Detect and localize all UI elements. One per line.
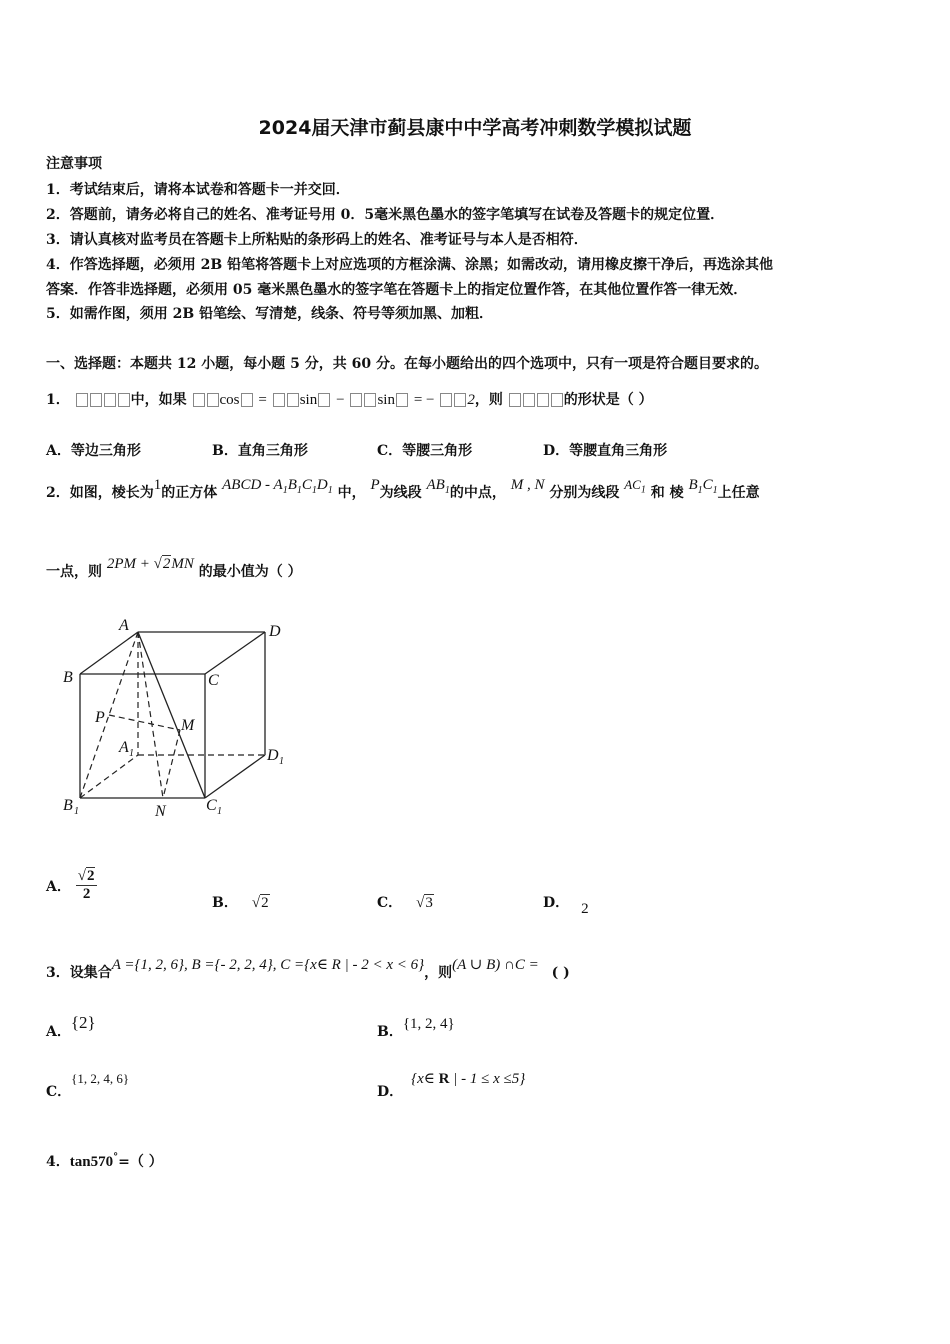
math-sub: 1 [697,485,703,496]
question-text: =（ ） [118,1154,163,1170]
question-text: 的中点， [449,485,506,501]
question-text: 和 棱 [650,485,684,501]
option-d[interactable] [543,892,589,917]
edge-ba [80,632,138,674]
math-part: D [316,477,328,493]
math-fn: cos [219,392,240,408]
option-b[interactable] [212,440,308,460]
math-set: , B ={- 2, 2, 4} [184,957,273,973]
option-label: B． [212,895,238,911]
option-label: A． [46,1024,71,1040]
question-text: ，则 [474,392,503,408]
math-part: R [438,1071,450,1087]
math-expression: (A ∪ B) ∩C = [452,957,539,973]
math-part: AB [426,477,445,493]
math-set: {1, 2, 4} [402,1016,455,1032]
missing-glyph-box [551,393,563,407]
math-sub: 1 [296,485,302,496]
question-number: 1． [46,392,70,408]
math-segment [688,477,718,496]
label-d1: D [267,747,279,764]
question-text: 的形状是（ ） [563,392,653,408]
math-part: 2PM + [106,556,150,572]
question-4 [46,1151,163,1171]
math-set: {2} [70,1013,96,1032]
math-part: B [688,477,698,493]
math-var: P [370,477,380,493]
math-set: , C ={x∈ R | - 2 < x < 6} [272,957,425,973]
label-sub: 1 [279,756,284,767]
edge-b1a1 [80,755,138,798]
missing-glyph-box [396,393,408,407]
math-radicand: 2 [86,868,95,884]
label-m: M [181,717,195,734]
option-text: 等边三角形 [70,443,141,459]
label-b1: B [63,797,73,814]
option-label: A． [46,443,71,459]
question-text: 上任意 [717,485,760,501]
fraction-denominator: 2 [82,886,91,902]
math-number: 1 [153,477,162,493]
option-label: B． [212,443,238,459]
option-c[interactable] [377,440,472,460]
math-set: {1, 2, 4, 6} [71,1071,130,1086]
question-text: 分别为线段 [549,485,620,501]
math-degree: ° [113,1152,119,1163]
math-cube-name [222,477,333,496]
option-a[interactable] [46,440,141,460]
math-part: C [702,477,713,493]
label-p: P [95,709,105,726]
math-var: M , N [510,477,545,493]
math-sqrt: √3 [416,895,433,911]
missing-glyph-box [90,393,102,407]
math-sub: 1 [712,485,718,496]
missing-glyph-box [207,393,219,407]
label-c: C [208,672,219,689]
math-op: = [258,392,267,408]
option-label: D． [543,895,570,911]
missing-glyph-box [454,393,466,407]
option-label: C． [377,895,403,911]
math-part: C [301,477,312,493]
label-a: A [119,617,129,634]
question-text: 中，如果 [130,392,187,408]
segment-pm [109,715,180,730]
question-text: 为线段 [379,485,422,501]
label-sub: 1 [217,806,222,817]
label-a1: A [119,739,129,756]
notice-item: 1．考试结束后，请将本试卷和答题卡一并交回． [46,182,350,198]
option-a[interactable] [46,1013,96,1041]
option-label: A． [46,878,71,895]
math-radicand: 2 [261,895,269,911]
math-segment [426,477,450,496]
notice-item: 2．答题前，请务必将自己的姓名、准考证号用 0．5毫米黑色墨水的签字笔填写在试卷及答题卡的规定位置． [46,207,725,223]
question-text: 中， [337,485,366,501]
missing-glyph-box [523,393,535,407]
section-heading: 一、选择题：本题共 12 小题，每小题 5 分，共 60 分。在每小题给出的四个选项中，只有一项是符合题目要求的。 [46,356,768,372]
math-radicand: 2 [162,556,171,572]
segment-an [138,632,163,798]
math-part: | - 1 ≤ x ≤5} [449,1071,526,1087]
question-1 [46,389,653,409]
label-c1: C [206,797,217,814]
math-part: ABCD - A [222,477,283,493]
math-op: − [336,392,345,408]
segment-mn [163,730,180,798]
math-fn: sin [377,392,395,408]
notice-heading: 注意事项 [46,156,102,172]
option-label: D． [543,443,570,459]
question-number: 4． [46,1154,70,1170]
option-a[interactable] [46,868,97,903]
question-text: 2．如图，棱长为 [46,485,154,501]
missing-glyph-box [241,393,253,407]
option-text: 等腰直角三角形 [569,443,668,459]
fraction-numerator: √2 [76,868,98,886]
edge-c1d1 [205,755,265,798]
math-expression: 2PM + √2MN [106,556,194,572]
option-label: C． [46,1084,72,1100]
math-expression: tan570 [69,1154,114,1170]
label-b: B [63,669,73,686]
math-sub: 1 [327,485,333,496]
option-b[interactable] [212,892,270,912]
math-number: 2 [581,901,589,917]
math-part: MN [171,556,194,572]
missing-glyph-box [118,393,130,407]
edge-cd [205,632,265,674]
math-set [411,1071,525,1087]
missing-glyph-box [350,393,362,407]
math-radicand: 3 [425,895,433,911]
math-segment [624,477,646,496]
fraction [76,868,98,903]
missing-glyph-box [364,393,376,407]
option-c[interactable] [377,892,434,912]
missing-glyph-box [287,393,299,407]
question-text: ，则 [424,965,453,981]
question-text: 的正方体 [161,485,218,501]
notice-item: 3．请认真核对监考员在答题卡上所粘贴的条形码上的姓名、准考证号与本人是否相符． [46,232,588,248]
notice-item: 4．作答选择题，必须用 2B 铅笔将答题卡上对应选项的方框涂满、涂黑；如需改动，请用橡皮擦干净后，再选涂其他 [46,257,774,273]
question-text: 一点，则 [46,564,102,580]
page-title: 2024届天津市蓟县康中中学高考冲刺数学模拟试题 [258,117,692,139]
label-sub: 1 [129,748,134,759]
question-text: ( ) [551,965,570,981]
label-sub: 1 [74,806,79,817]
question-2 [46,477,760,504]
option-label: D． [377,1084,404,1100]
math-part: B [287,477,297,493]
math-sqrt: √2 [251,895,269,911]
option-d[interactable] [543,440,667,460]
question-text: 的最小值为（ ） [198,564,302,580]
missing-glyph-box [318,393,330,407]
math-sub: 1 [640,484,646,496]
cube-figure [55,612,300,827]
math-number: 2 [467,392,475,408]
option-label: B． [377,1024,403,1040]
option-c[interactable] [46,1071,130,1101]
label-n: N [155,803,166,820]
option-text: 直角三角形 [237,443,308,459]
missing-glyph-box [537,393,549,407]
question-3 [46,957,570,982]
missing-glyph-box [440,393,452,407]
math-part: AC [624,477,641,492]
missing-glyph-box [104,393,116,407]
math-set: A ={1, 2, 6} [111,957,185,973]
question-2-line-2 [46,556,302,581]
option-b[interactable] [377,1016,455,1041]
question-text: 3．设集合 [46,965,112,981]
missing-glyph-box [273,393,285,407]
notice-item: 答案．作答非选择题，必须用 05 毫米黑色墨水的签字笔在答题卡上的指定位置作答，在其他位置作答一律无效． [46,282,748,298]
math-sub: 1 [282,485,288,496]
label-d: D [269,623,281,640]
missing-glyph-box [193,393,205,407]
math-sub: 1 [311,485,317,496]
math-part: {x∈ [411,1071,439,1087]
option-d[interactable] [377,1071,526,1101]
math-sub: 1 [444,485,450,496]
notice-item: 5．如需作图，须用 2B 铅笔绘、写清楚，线条、符号等须加黑、加粗． [46,306,494,322]
missing-glyph-box [76,393,88,407]
math-op: = − [413,392,435,408]
option-text: 等腰三角形 [402,443,473,459]
math-fn: sin [299,392,318,408]
option-label: C． [377,443,403,459]
missing-glyph-box [509,393,521,407]
segment-ac1 [138,632,205,798]
